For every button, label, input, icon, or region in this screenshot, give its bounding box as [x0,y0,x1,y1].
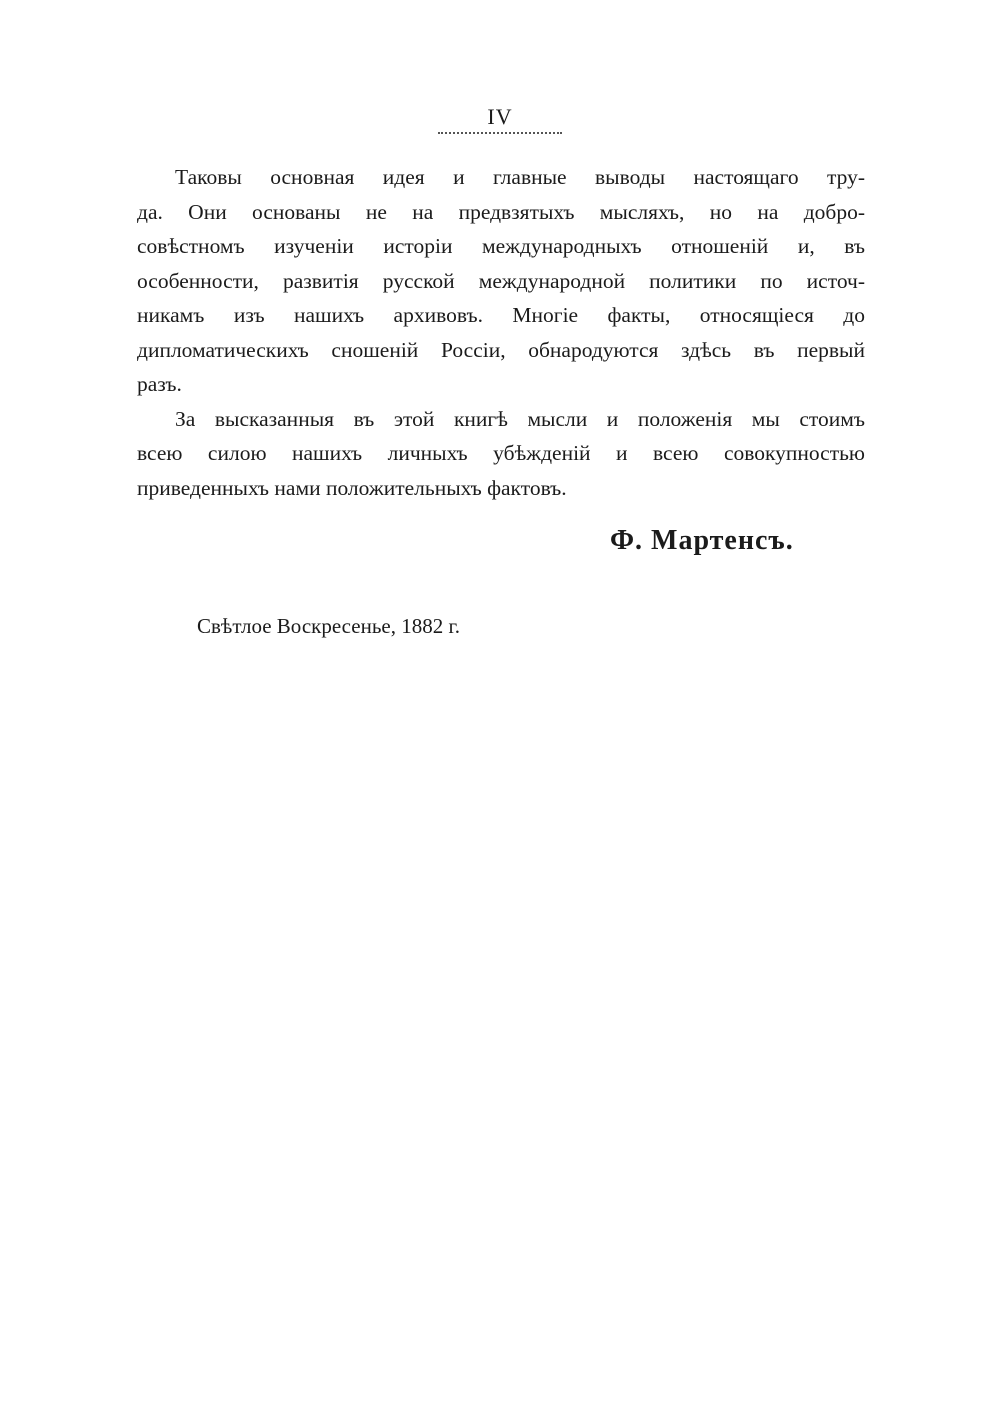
text-line: никамъ изъ нашихъ архивовъ. Многiе факты, относящiеся до [137,303,865,327]
text-line: разъ. [137,372,182,396]
text-line: приведенныхъ нами положительныхъ фактовъ. [137,475,567,500]
text-line: дипломатическихъ сношенiй Россiи, обнародуются здѣсь въ первый [137,337,865,362]
text-line: особенности, развитiя русской международной политики по источ- [137,268,865,293]
author-signature: Ф. Мартенсъ. [610,525,794,556]
paragraph-1 [137,160,865,402]
page-number: IV [487,104,513,129]
body-text [137,160,865,505]
paragraph-2 [137,402,865,506]
text-line: да. Они основаны не на предвзятыхъ мысляхъ, но на добро- [137,199,865,224]
page-header [0,104,1000,130]
header-rule [438,132,562,134]
text-line: За высказанныя въ этой книгѣ мысли и положенiя мы стоимъ [175,406,865,431]
text-line: Таковы основная идея и главные выводы настоящаго тру- [175,165,865,189]
text-line: совѣстномъ изученiи исторiи международныхъ отношенiй и, въ [137,234,865,258]
dateline: Свѣтлое Воскресенье, 1882 г. [197,614,460,638]
text-line: всею силою нашихъ личныхъ убѣжденiй и всею совокупностью [137,441,865,465]
